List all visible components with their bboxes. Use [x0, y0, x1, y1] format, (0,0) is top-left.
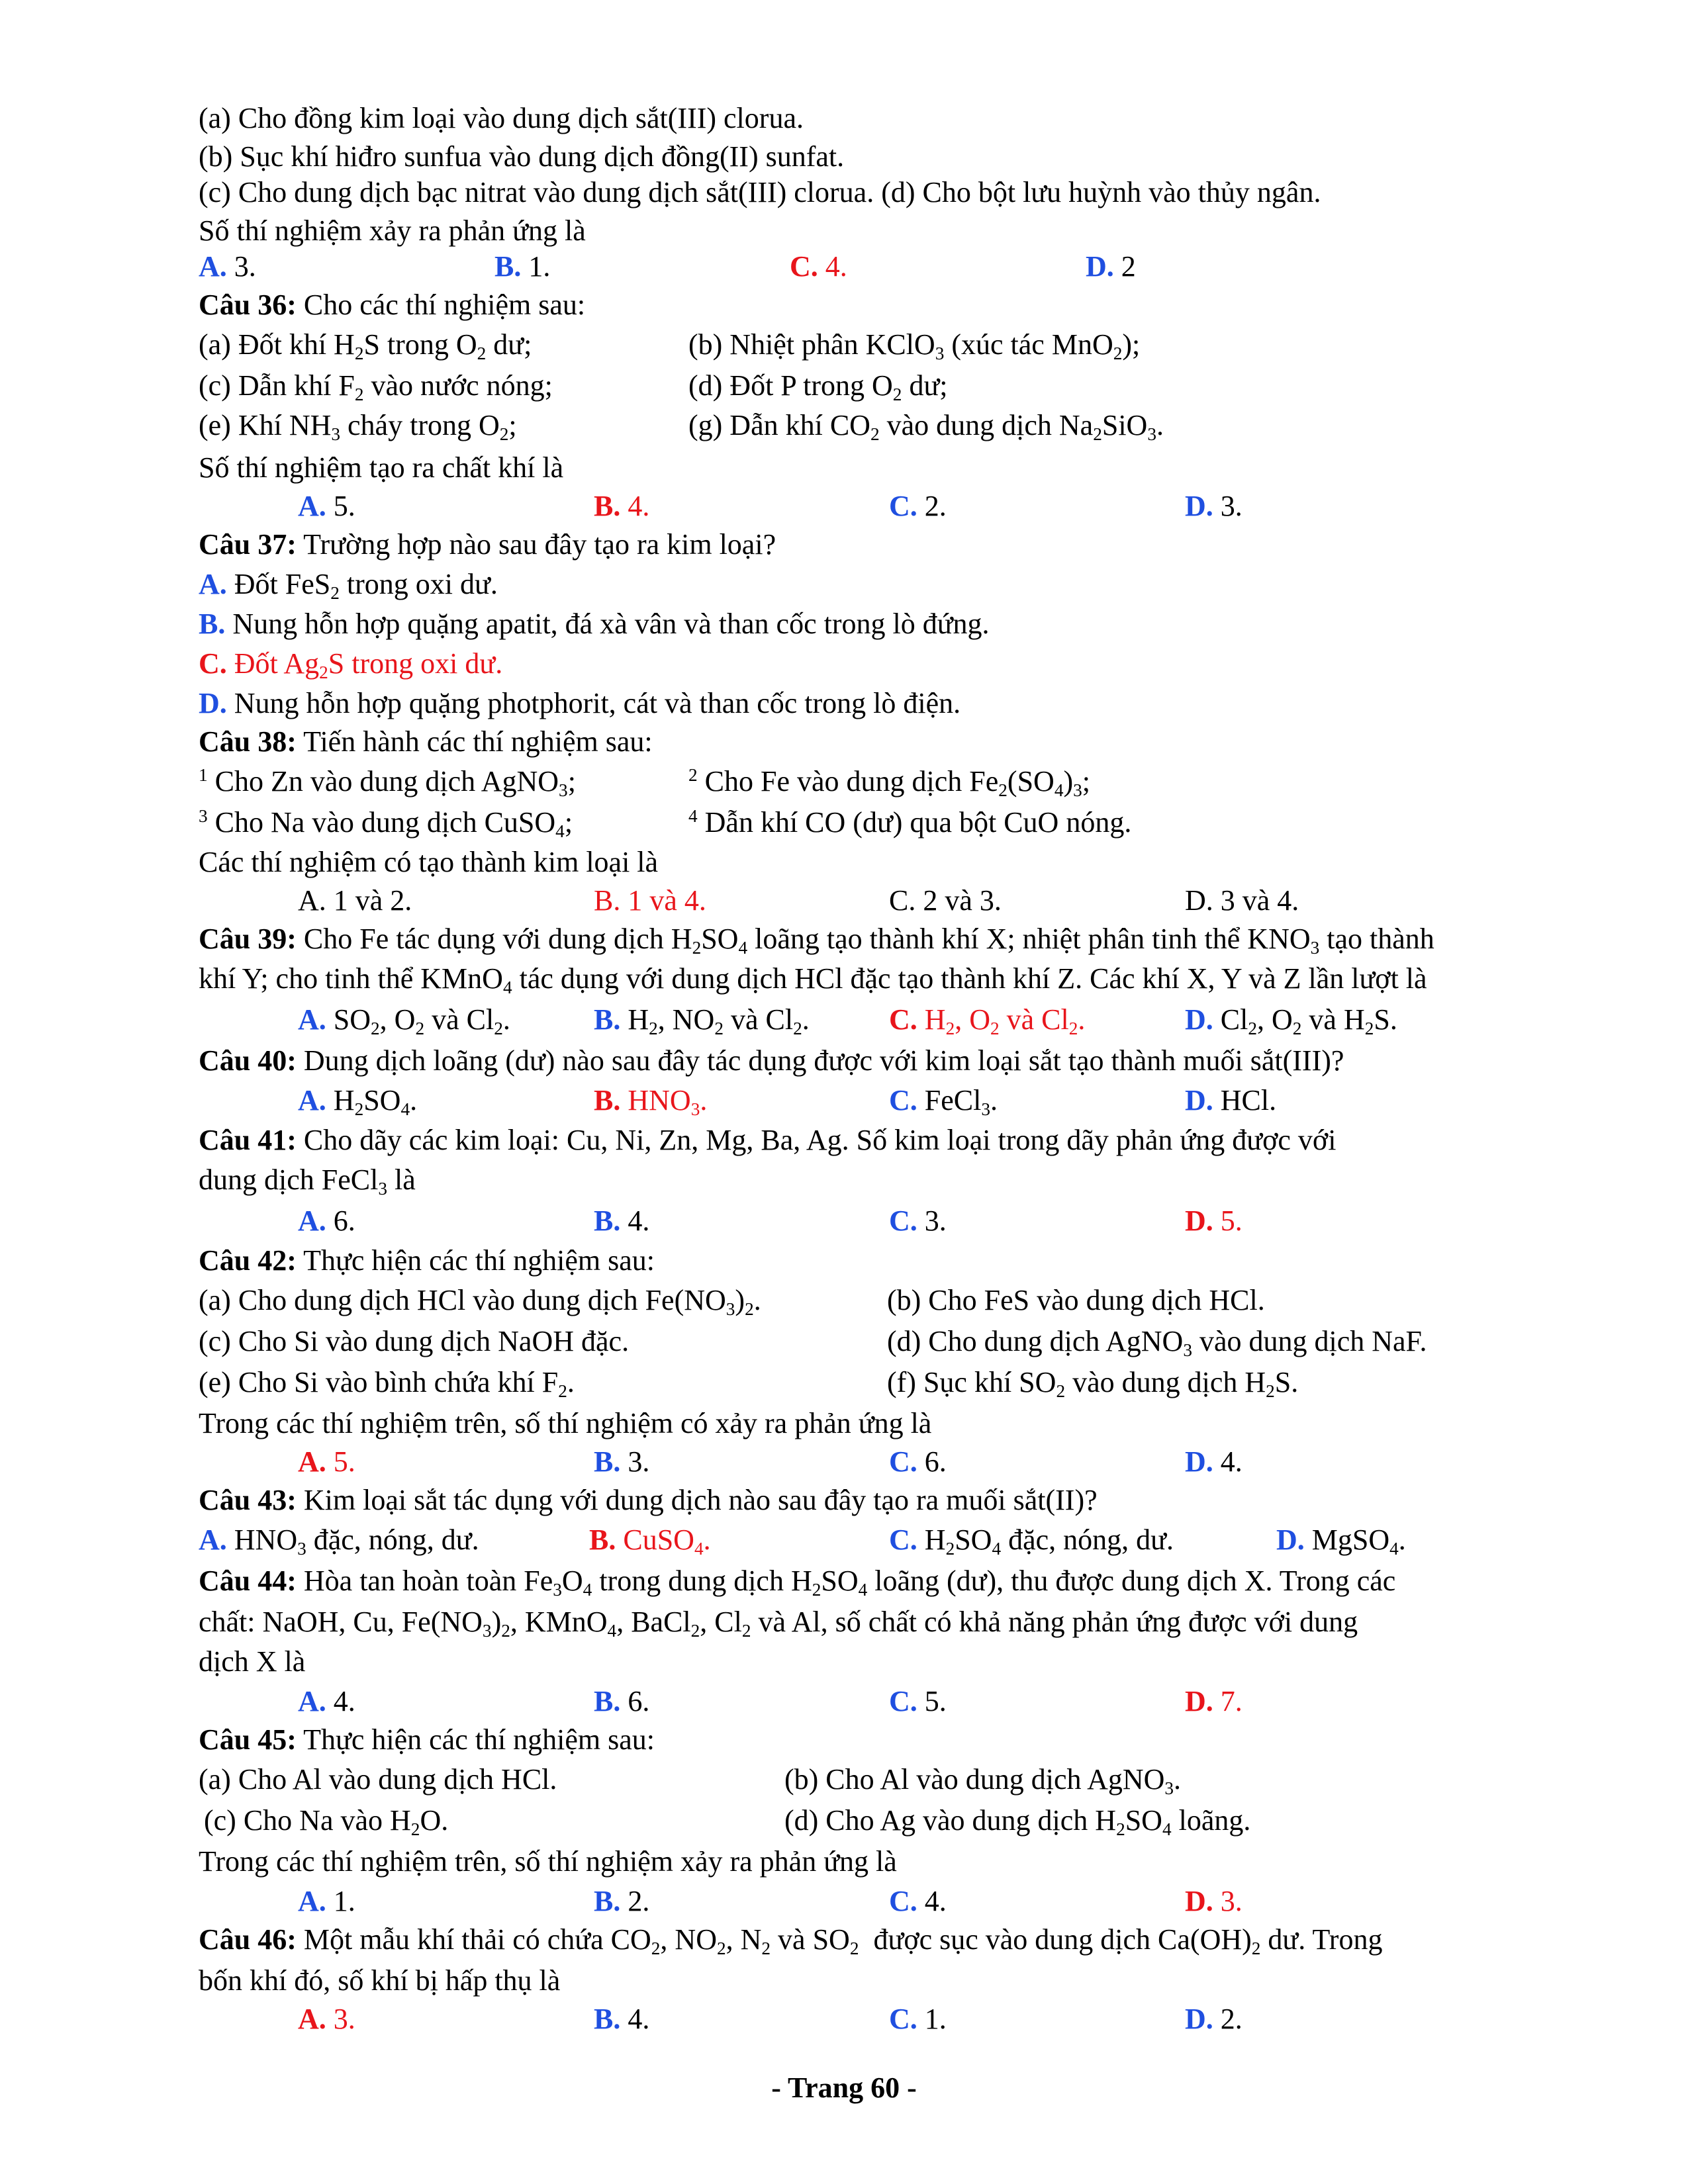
question-41-text-line1: Câu 41: Cho dãy các kim loại: Cu, Ni, Zn, Mg, Ba, Ag. Số kim loại trong dãy phản ứng được với [199, 1124, 1336, 1156]
question-41-text-line2: dung dịch FeCl$_3$ là [199, 1163, 416, 1199]
question-44-text-line2: chất: NaOH, Cu, $Fe(NO_3)_2$, KMnO$_4$, BaCl$_2$, $Cl_2$ và Al, số chất có khả năng phản ứng được với dung [199, 1606, 1358, 1641]
question-38-heading: Câu 38: Tiến hành các thí nghiệm sau: [199, 725, 653, 758]
question-43-heading: Câu 43: Kim loại sắt tác dụng với dung dịch nào sau đây tạo ra muối sắt(II)? [199, 1484, 1098, 1516]
intro-item-b: (b) Sục khí hiđro sunfua vào dung dịch đồng(II) sunfat. [199, 140, 845, 173]
question-46-text-line2: bốn khí đó, số khí bị hấp thụ là [199, 1964, 561, 1997]
question-40-text: Câu 40: Dung dịch loãng (dư) nào sau đây tác dụng được với kim loại sắt tạo thành muối sắt(III)? [199, 1044, 1344, 1077]
document-page: (a) Cho đồng kim loại vào dung dịch sắt(III) clorua. (b) Sục khí hiđro sunfua vào dung dịch đồng(II) sunfat. (c) Cho dung dịch bạc nitrat vào dung dịch sắt(III) clorua. (d) Cho bột lưu huỳnh vào thủy ngân. Số thí nghiệm xảy ra phản ứng là A. 3. B. 1. C. 4. D. 2 Câu 36: Cho các thí nghiệm sau: (a) Đốt khí $H_2S$ trong $O_2$ dư; (b) Nhiệt phân KClO$_3$ (xúc tác MnO$_2$); (c) Dẫn khí $F_2$ vào nước nóng; (d) Đốt P trong $O_2$ dư; (e) Khí $NH_3$ cháy trong $O_2$; (g) Dẫn khí $CO_2$ vào dung dịch $Na_2SiO_3$. Số thí nghiệm tạo ra chất khí là A. 5. B. 4. C. 2. D. 3. Câu 37: Trường hợp nào sau đây tạo ra kim loại? A. Đốt FeS$_2$ trong oxi dư. B. Nung hỗn hợp quặng apatit, đá xà vân và than cốc trong lò đứng. C. Đốt $Ag_2S$ trong oxi dư. D. Nung hỗn hợp quặng photphorit, cát và than cốc trong lò điện. Câu 38: Tiến hành các thí nghiệm sau: $^1$ Cho Zn vào dung dịch AgNO$_3$; $^2$ Cho Fe vào dung dịch $Fe_2(SO_4)_3$; $^3$ Cho Na vào dung dịch CuSO$_4$; $^4$ Dẫn khí CO (dư) qua bột CuO nóng. Các thí nghiệm có tạo thành kim loại là A. 1 và 2. B. 1 và 4. C. 2 và 3. D. 3 và 4. Câu 39: Cho Fe tác dụng với dung dịch $H_2SO_4$ loãng tạo thành khí X; nhiệt phân tinh thể $KNO_3$ tạo thành khí Y; cho tinh thể KMnO$_4$ tác dụng với dung dịch HCl đặc tạo thành khí Z. Các khí X, Y và Z lần lượt là A. $SO_2$, $O_2$ và $Cl_2$. B. $H_2$, $NO_2$ và $Cl_2$. C. $H_2$, $O_2$ và $Cl_2$. D. $Cl_2$, $O_2$ và $H_2S$. Câu 40: Dung dịch loãng (dư) nào sau đây tác dụng được với kim loại sắt tạo thành muối sắt(III)? A. $H_2SO_4$. B. $HNO_3$. C. FeCl$_3$. D. HCl. Câu 41: Cho dãy các kim loại: Cu, Ni, Zn, Mg, Ba, Ag. Số kim loại trong dãy phản ứng được với dung dịch FeCl$_3$ là A. 6. B. 4. C. 3. D. 5. Câu 42: Thực hiện các thí nghiệm sau: (a) Cho dung dịch HCl vào dung dịch $Fe(NO_3)_2$. (b) Cho FeS vào dung dịch HCl. (c) Cho Si vào dung dịch NaOH đặc. (d) Cho dung dịch AgNO$_3$ vào dung dịch NaF. (e) Cho Si vào bình chứa khí $F_2$. (f) Sục khí $SO_2$ vào dung dịch $H_2S$. Trong các thí nghiệm trên, số thí nghiệm có xảy ra phản ứng là A. 5. B. 3. C. 6. D. 4. Câu 43: Kim loại sắt tác dụng với dung dịch nào sau đây tạo ra muối sắt(II)? A. $HNO_3$ đặc, nóng, dư. B. CuSO$_4$. C. $H_2SO_4$ đặc, nóng, dư. D. MgSO$_4$. Câu 44: Hòa tan hoàn toàn $Fe_3O_4$ trong dung dịch $H_2SO_4$ loãng (dư), thu được dung dịch X. Trong các chất: NaOH, Cu, $Fe(NO_3)_2$, KMnO$_4$, BaCl$_2$, $Cl_2$ và Al, số chất có khả năng phản ứng được với dung dịch X là A. 4. B. 6. C. 5. D. 7. Câu 45: Thực hiện các thí nghiệm sau: (a) Cho Al vào dung dịch HCl. (b) Cho Al vào dung dịch AgNO$_3$. (c) Cho Na vào $H_2O$. (d) Cho Ag vào dung dịch $H_2SO_4$ loãng. Trong các thí nghiệm trên, số thí nghiệm xảy ra phản ứng là A. 1. B. 2. C. 4. D. 3. Câu 46: Một mẫu khí thải có chứa $CO_2$, $NO_2$, $N_2$ và $SO_2$ được sục vào dung dịch $Ca(OH)_2$ dư. Trong bốn khí đó, số khí bị hấp thụ là A. 3. B. 4. C. 1. D. 2. - Trang 60 - [0, 0, 1688, 2184]
q37-option-b: B. Nung hỗn hợp quặng apatit, đá xà vân và than cốc trong lò đứng. [199, 608, 990, 640]
question-44-text-line3: dịch X là [199, 1645, 306, 1678]
question-39-text-line2: khí Y; cho tinh thể KMnO$_4$ tác dụng với dung dịch HCl đặc tạo thành khí Z. Các khí X, Y và Z lần lượt là [199, 962, 1427, 998]
question-36-heading: Câu 36: Cho các thí nghiệm sau: [199, 289, 586, 321]
question-37-heading: Câu 37: Trường hợp nào sau đây tạo ra kim loại? [199, 528, 776, 561]
option-c-correct: C. 4. [790, 250, 847, 283]
option-a: A. 3. [199, 250, 256, 283]
intro-prompt: Số thí nghiệm xảy ra phản ứng là [199, 214, 586, 247]
q38-prompt: Các thí nghiệm có tạo thành kim loại là [199, 846, 659, 878]
q45-prompt: Trong các thí nghiệm trên, số thí nghiệm xảy ra phản ứng là [199, 1845, 897, 1878]
q37-option-c-correct: C. Đốt $Ag_2S$ trong oxi dư. [199, 647, 503, 683]
intro-item-a: (a) Cho đồng kim loại vào dung dịch sắt(III) clorua. [199, 102, 804, 134]
q42-prompt: Trong các thí nghiệm trên, số thí nghiệm có xảy ra phản ứng là [199, 1407, 932, 1439]
page-number-footer: - Trang 60 - [771, 2071, 917, 2104]
q37-option-d: D. Nung hỗn hợp quặng photphorit, cát và than cốc trong lò điện. [199, 687, 961, 719]
question-46-text-line1: Câu 46: Một mẫu khí thải có chứa $CO_2$, $NO_2$, $N_2$ và $SO_2$ được sục vào dung dịch $Ca(OH)_2$ dư. Trong [199, 1923, 1383, 1959]
question-42-heading: Câu 42: Thực hiện các thí nghiệm sau: [199, 1244, 655, 1277]
option-d: D. 2 [1086, 250, 1136, 283]
question-44-text-line1: Câu 44: Hòa tan hoàn toàn $Fe_3O_4$ trong dung dịch $H_2SO_4$ loãng (dư), thu được dung dịch X. Trong các [199, 1565, 1396, 1600]
intro-item-c: (c) Cho dung dịch bạc nitrat vào dung dịch sắt(III) clorua. (d) Cho bột lưu huỳnh vào thủy ngân. [199, 176, 1321, 208]
q36-prompt: Số thí nghiệm tạo ra chất khí là [199, 451, 564, 484]
question-39-text-line1: Câu 39: Cho Fe tác dụng với dung dịch $H_2SO_4$ loãng tạo thành khí X; nhiệt phân tinh thể $KNO_3$ tạo thành [199, 923, 1434, 958]
option-b: B. 1. [494, 250, 551, 283]
question-45-heading: Câu 45: Thực hiện các thí nghiệm sau: [199, 1723, 655, 1756]
q37-option-a: A. Đốt FeS$_2$ trong oxi dư. [199, 568, 498, 604]
